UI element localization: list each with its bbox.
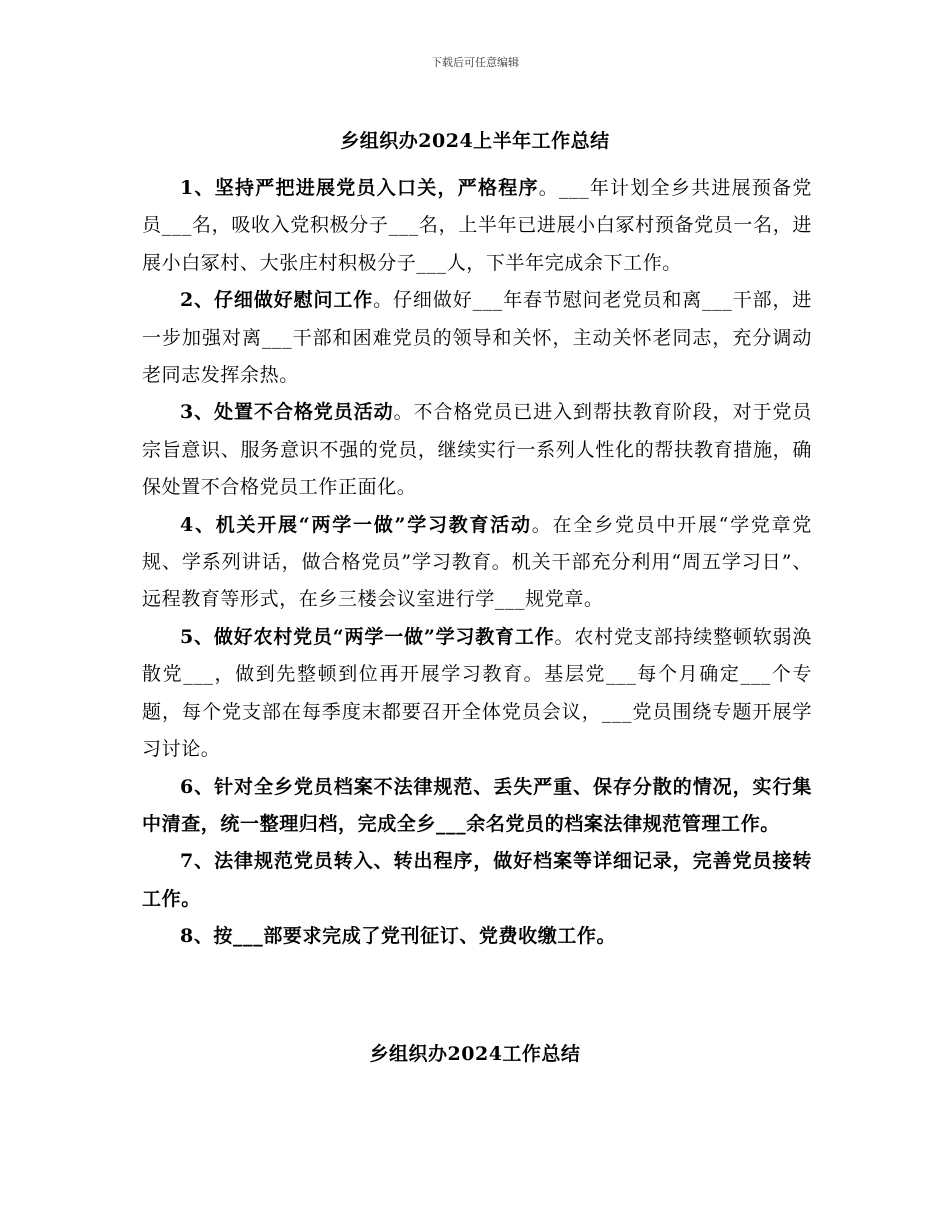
document-title: 乡组织办2024上半年工作总结: [340, 130, 610, 152]
paragraph-4: [142, 507, 812, 619]
paragraph-text: 。在全乡党员中开展“学党章党规、学系列讲话，做合格党员”学习教育。机关干部充分利用“周五学习日”、远程教育等形式，在乡三楼会议室进行学___规党章。: [142, 513, 812, 611]
paragraph-text: 。仔细做好___年春节慰问老党员和离___干部，进一步加强对离___干部和困难党员的领导和关怀，主动关怀老同志，充分调动老同志发挥余热。: [142, 289, 812, 387]
document-body: [142, 170, 812, 956]
paragraph-lead: 3、处置不合格党员活动: [180, 401, 394, 424]
paragraph-lead: 1、坚持严把进展党员入口关，严格程序: [180, 177, 539, 199]
paragraph-lead: 6、针对全乡党员档案不法律规范、丢失严重、保存分散的情况，实行集中清查，统一整理归档，完成全乡___余名党员的档案法律规范管理工作。: [142, 775, 812, 835]
paragraph-1: [142, 170, 812, 282]
paragraph-6: [142, 769, 812, 844]
paragraph-lead: 8、按___部要求完成了党刊征订、党费收缴工作。: [180, 925, 617, 948]
paragraph-lead: 4、机关开展“两学一做”学习教育活动: [180, 513, 532, 536]
paragraph-5: [142, 619, 812, 769]
paragraph-8: [142, 918, 812, 955]
paragraph-text: 。不合格党员已进入到帮扶教育阶段，对于党员宗旨意识、服务意识不强的党员，继续实行一系列人性化的帮扶教育措施，确保处置不合格党员工作正面化。: [142, 401, 812, 499]
paragraph-2: [142, 282, 812, 394]
paragraph-7: [142, 843, 812, 918]
paragraph-3: [142, 394, 812, 506]
paragraph-lead: 5、做好农村党员“两学一做”学习教育工作: [180, 625, 555, 648]
paragraph-lead: 7、法律规范党员转入、转出程序，做好档案等详细记录，完善党员接转工作。: [142, 850, 812, 910]
section-title: 乡组织办2024工作总结: [369, 1043, 581, 1065]
paragraph-text: 。___年计划全乡共进展预备党员___名，吸收入党积极分子___名，上半年已进展小白冢村预备党员一名，进展小白冢村、大张庄村积极分子___人，下半年完成余下工作。: [142, 177, 812, 274]
paragraph-text: 。农村党支部持续整顿软弱涣散党___，做到先整顿到位再开展学习教育。基层党___每个月确定___个专题，每个党支部在每季度末都要召开全体党员会议，___党员围绕专题开展学习讨论。: [142, 625, 812, 761]
paragraph-lead: 2、仔细做好慰问工作: [180, 289, 374, 312]
header-note: 下载后可任意编辑: [431, 56, 519, 69]
